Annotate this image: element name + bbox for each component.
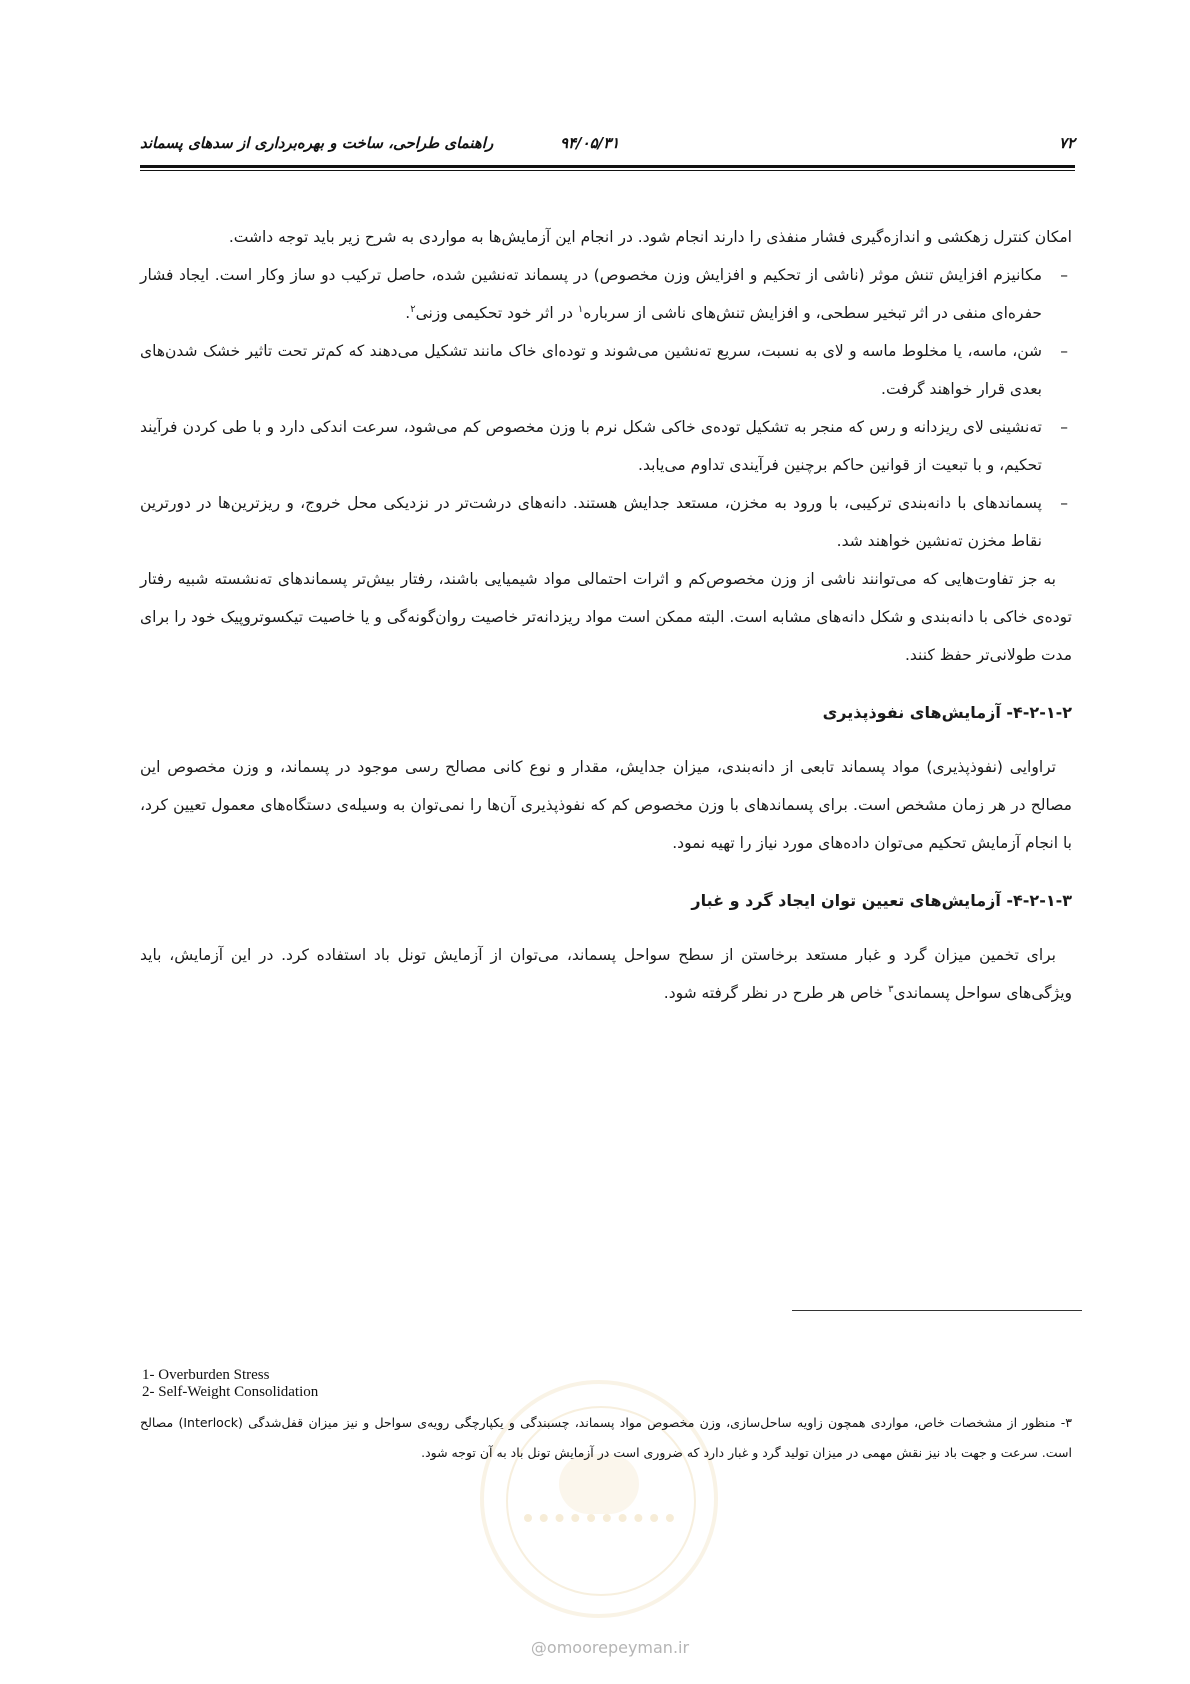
page-header bbox=[140, 128, 1075, 160]
bullet-text: مکانیزم افزایش تنش موثر (ناشی از تحکیم و افزایش وزن مخصوص) در پسماند ته‌نشین شده، حاصل ترکیب دو ساز وکار است. ایجاد فشار حفره‌ای منفی در اثر تبخیر سطحی، و افزایش تنش‌های ناشی از سرباره bbox=[140, 266, 1042, 322]
footnote-2: 2- Self-Weight Consolidation bbox=[142, 1384, 319, 1400]
footnote-ref: ۳ bbox=[888, 983, 894, 995]
bullet-dash: – bbox=[1060, 266, 1068, 284]
header-rule-thin bbox=[140, 170, 1075, 171]
section-text-permeability: تراوایی (نفوذپذیری) مواد پسماند تابعی از دانه‌بندی، میزان جدایش، مقدار و نوع کانی مصالح رسی موجود در پسماند، و وزن مخصوص این مصالح در هر زمان مشخص است. برای پسماندهای با وزن مخصوص کم که نفوذپذیری آن‌ها را نمی‌توان به وسیله‌ی دستگاه‌های معمول تعیین کرد، با انجام آزمایش تحکیم می‌توان داده‌های مورد نیاز را تهیه نمود. bbox=[140, 758, 1072, 852]
header-title: راهنمای طراحی، ساخت و بهره‌برداری از سدهای پسماند bbox=[140, 134, 494, 152]
footnote-3: ۳- منظور از مشخصات خاص، مواردی همچون زاویه ساحل‌سازی، وزن مخصوص مواد پسماند، چسبندگی و یکپارچگی رویه‌ی سواحل و نیز میزان قفل‌شدگی (Interlock) مصالح است. سرعت و جهت باد نیز نقش مهمی در میزان تولید گرد و غبار دارد که ضروری است در آزمایش تونل باد به آن توجه شود. bbox=[140, 1415, 1073, 1460]
bullet-item bbox=[140, 332, 1072, 408]
page-number: ۷۲ bbox=[1058, 134, 1075, 152]
footnotes-english bbox=[142, 1367, 318, 1401]
footnote-ref: ۱ bbox=[577, 303, 584, 315]
header-date: ۹۴/۰۵/۳۱ bbox=[560, 134, 620, 152]
section-text-dust bbox=[140, 936, 1072, 1012]
header-rule-thick bbox=[140, 165, 1075, 168]
bullet-text: شن، ماسه، یا مخلوط ماسه و لای به نسبت، سریع ته‌نشین می‌شوند و توده‌ای خاک مانند تشکیل می‌دهند که کم‌تر تحت تاثیر خشک شدن‌های بعدی قرار خواهند گرفت. bbox=[140, 342, 1042, 398]
bullet-item bbox=[140, 408, 1072, 484]
bullet-text: پسماندهای با دانه‌بندی ترکیبی، با ورود به مخزن، مستعد جدایش هستند. دانه‌های درشت‌تر در نزدیکی محل خروج، و ریزترین‌ها در دورترین نقاط مخزن ته‌نشین خواهند شد. bbox=[140, 494, 1042, 550]
bullet-dash: – bbox=[1060, 342, 1068, 360]
watermark-gear-icon bbox=[524, 1514, 674, 1562]
section-text-dust-a: برای تخمین میزان گرد و غبار مستعد برخاستن از سطح سواحل پسماند، می‌توان از آزمایش تونل باد استفاده کرد. در این آزمایش، باید ویژگی‌های سواحل پسماندی bbox=[140, 946, 1072, 1002]
bullet-text: ته‌نشینی لای ریزدانه و رس که منجر به تشکیل توده‌ی خاکی شکل نرم با وزن مخصوص کم می‌شود، سرعت اندکی دارد و با طی کردن فرآیند تحکیم، و با تبعیت از قوانین حاکم برچنین فرآیندی تداوم می‌یابد. bbox=[140, 418, 1042, 474]
footnote-1: 1- Overburden Stress bbox=[142, 1367, 270, 1383]
section-text-dust-b: خاص هر طرح در نظر گرفته شود. bbox=[663, 984, 889, 1002]
bullet-text-end: . bbox=[405, 304, 411, 322]
section-heading-dust: ۴-۲-۱-۳- آزمایش‌های تعیین توان ایجاد گرد و غبار bbox=[691, 891, 1072, 910]
bullet-item bbox=[140, 256, 1072, 332]
bullet-item bbox=[140, 484, 1072, 560]
bullet-dash: – bbox=[1060, 494, 1068, 512]
footnote-divider bbox=[792, 1310, 1082, 1311]
bullet-dash: – bbox=[1060, 418, 1068, 436]
bullet-text-mid: در اثر خود تحکیمی وزنی bbox=[415, 304, 578, 322]
bullet-list bbox=[140, 256, 1072, 560]
paragraph-2: به جز تفاوت‌هایی که می‌توانند ناشی از وزن مخصوص‌کم و اثرات احتمالی مواد شیمیایی باشند، رفتار بیش‌تر پسماندهای ته‌نشسته شبیه رفتار توده‌ی خاکی با دانه‌بندی و شکل دانه‌های مشابه است. البته ممکن است مواد ریزدانه‌تر خاصیت روان‌گونه‌گی و یا خاصیت تیکسوتروپیک خود را برای مدت طولانی‌تر حفظ کنند. bbox=[140, 570, 1072, 664]
intro-paragraph: امکان کنترل زهکشی و اندازه‌گیری فشار منفذی را دارند انجام شود. در انجام این آزمایش‌ها به مواردی به شرح زیر باید توجه داشت. bbox=[228, 228, 1072, 246]
footnote-ref: ۲ bbox=[410, 303, 416, 315]
watermark-site: @omoorepeyman.ir bbox=[530, 1638, 690, 1657]
body-text bbox=[140, 218, 1072, 1012]
section-heading-permeability: ۴-۲-۱-۲- آزمایش‌های نفوذپذیری bbox=[822, 703, 1072, 722]
